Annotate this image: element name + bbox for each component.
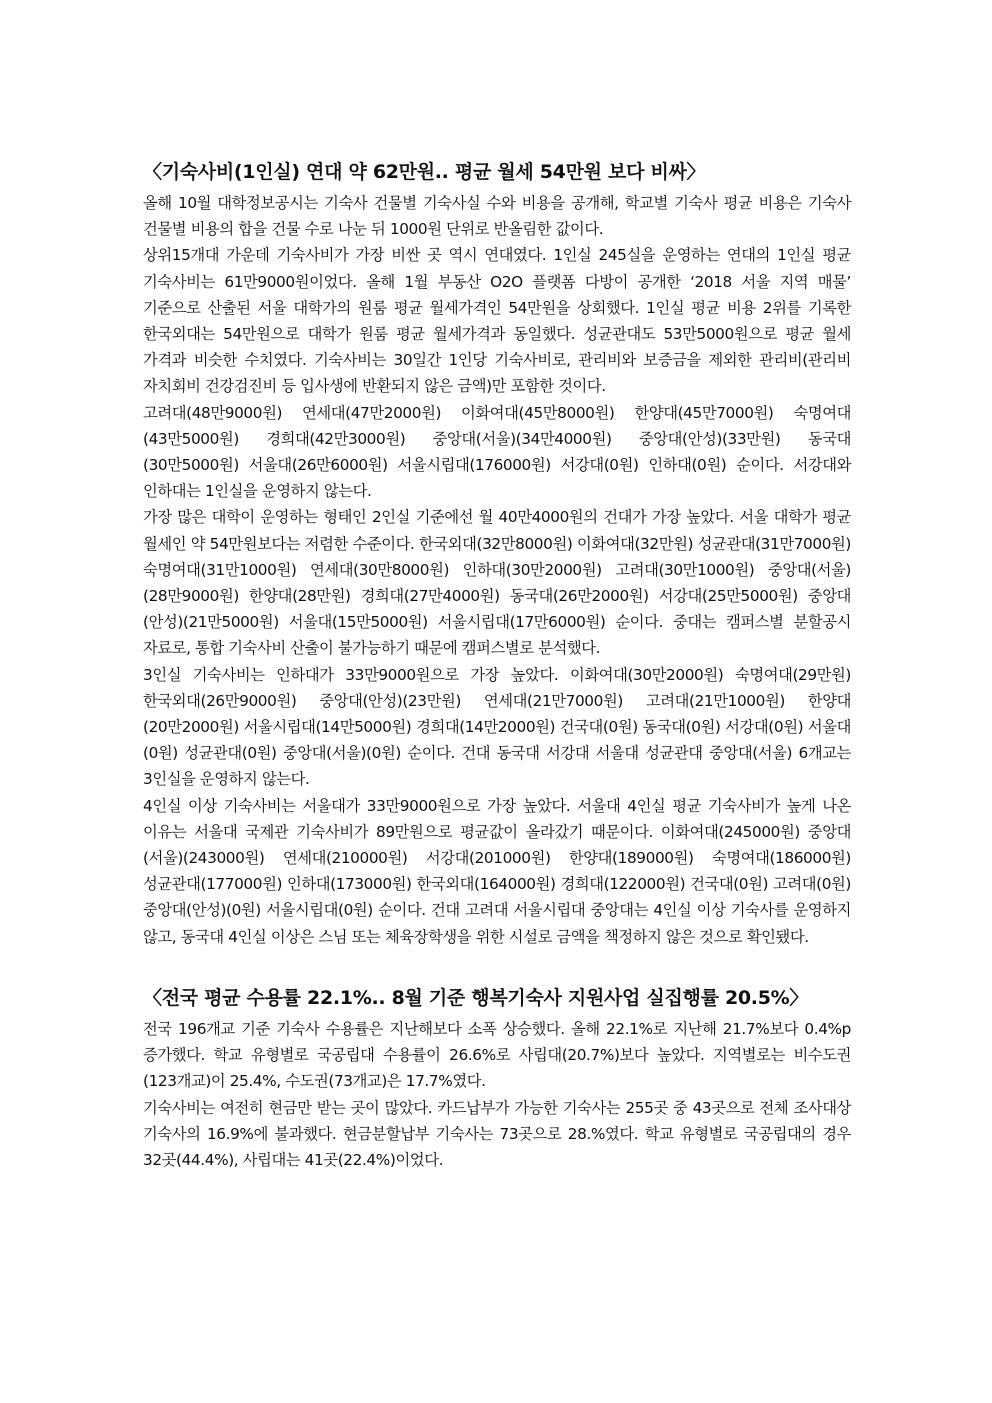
paragraph: 올해 10월 대학정보공시는 기숙사 건물별 기숙사실 수와 비용을 공개해, 학교별 기숙사 평균 비용은 기숙사 건물별 비용의 합을 건물 수로 나눈 뒤 1000원 단위로 반올림한 값이다. (143, 194, 851, 239)
paragraph: 4인실 이상 기숙사비는 서울대가 33만9000원으로 가장 높았다. 서울대 4인실 평균 기숙사비가 높게 나온 이유는 서울대 국제관 기숙사비가 89만원으로 평균값이 올라갔기 때문이다. 이화여대(245000원) 중앙대(서울)(243000원) 연세대(210000원) 서강대(201000원) 한양대(189000원) 숙명여대(186000원) 성균관대(177000원) 인하대(173000원) 한국외대(164000원) 경희대(122000원) 건국대(0원) 고려대(0원) 중앙대(안성)(0원) 서울시립대(0원) 순이다. 건대 고려대 서울시립대 중앙대는 4인실 이상 기숙사를 운영하지 않고, 동국대 4인실 이상은 스님 또는 체육장학생을 위한 시설로 금액을 책정하지 않은 것으로 확인됐다. (143, 796, 852, 946)
paragraph: 기숙사비는 여전히 현금만 받는 곳이 많았다. 카드납부가 가능한 기숙사는 255곳 중 43곳으로 전체 조사대상 기숙사의 16.9%에 불과했다. 현금분할납부 기숙사는 73곳으로 28.%였다. 학교 유형별로 국공립대의 경우 32곳(44.4%), 사립대는 41곳(22.4%)이었다. (143, 1098, 851, 1169)
section-accommodation-rate (143, 984, 851, 1173)
paragraph: 고려대(48만9000원) 연세대(47만2000원) 이화여대(45만8000원) 한양대(45만7000원) 숙명여대(43만5000원) 경희대(42만3000원) 중앙대(서울)(34만4000원) 중앙대(안성)(33만원) 동국대(30만5000원) 서울대(26만6000원) 서울시립대(176000원) 서강대(0원) 인하대(0원) 순이다. 서강대와 인하대는 1인실을 운영하지 않는다. (143, 403, 851, 501)
section-heading: 〈기숙사비(1인실) 연대 약 62만원.. 평균 월세 54만원 보다 비싸〉 (143, 161, 706, 183)
paragraph: 상위15개대 가운데 기숙사비가 가장 비싼 곳 역시 연대였다. 1인실 245실을 운영하는 연대의 1인실 평균 기숙사비는 61만9000원이었다. 올해 1월 부동산 O2O 플랫폼 다방이 공개한 ‘2018 서울 지역 매물’ 기준으로 산출된 서울 대학가의 원룸 평균 월세가격인 54만원을 상회했다. 1인실 평균 비용 2위를 기록한 한국외대는 54만원으로 대학가 원룸 평균 월세가격과 동일했다. 성균관대도 53만5000원으로 평균 월세 가격과 비슷한 수치였다. 기숙사비는 30일간 1인당 기숙사비로, 관리비와 보증금을 제외한 관리비(관리비 자치회비 건강검진비 등 입사생에 반환되지 않은 금액)만 포함한 것이다. (143, 246, 851, 396)
section-dormitory-fees (143, 158, 851, 950)
paragraph: 전국 196개교 기준 기숙사 수용률은 지난해보다 소폭 상승했다. 올해 22.1%로 지난해 21.7%보다 0.4%p 증가했다. 학교 유형별로 국공립대 수용률이 26.6%로 사립대(20.7%)보다 높았다. 지역별로는 비수도권(123개교)이 25.4%, 수도권(73개교)은 17.7%였다. (143, 1019, 851, 1091)
document-page (143, 158, 851, 1173)
paragraph: 3인실 기숙사비는 인하대가 33만9000원으로 가장 높았다. 이화여대(30만2000원) 숙명여대(29만원) 한국외대(26만9000원) 중앙대(안성)(23만원) 연세대(21만7000원) 고려대(21만1000원) 한양대(20만2000원) 서울시립대(14만5000원) 경희대(14만2000원) 건국대(0원) 동국대(0원) 서강대(0원) 서울대(0원) 성균관대(0원) 중앙대(서울)(0원) 순이다. 건대 동국대 서강대 서울대 성균관대 중앙대(서울) 6개교는 3인실을 운영하지 않는다. (143, 665, 851, 789)
section-heading: 〈전국 평균 수용률 22.1%.. 8월 기준 행복기숙사 지원사업 실집행률 20.5%〉 (143, 986, 809, 1009)
paragraph: 가장 많은 대학이 운영하는 형태인 2인실 기준에선 월 40만4000원의 건대가 가장 높았다. 서울 대학가 평균 월세인 약 54만원보다는 저렴한 수준이다. 한국외대(32만8000원) 이화여대(32만원) 성균관대(31만7000원) 숙명여대(31만1000원) 연세대(30만8000원) 인하대(30만2000원) 고려대(30만1000원) 중앙대(서울)(28만9000원) 한양대(28만원) 경희대(27만4000원) 동국대(26만2000원) 서강대(25만5000원) 중앙대(안성)(21만5000원) 서울대(15만5000원) 서울시립대(17만6000원) 순이다. 중대는 캠퍼스별 분할공시 자료로, 통합 기숙사비 산출이 불가능하기 때문에 캠퍼스별로 분석했다. (143, 508, 851, 658)
